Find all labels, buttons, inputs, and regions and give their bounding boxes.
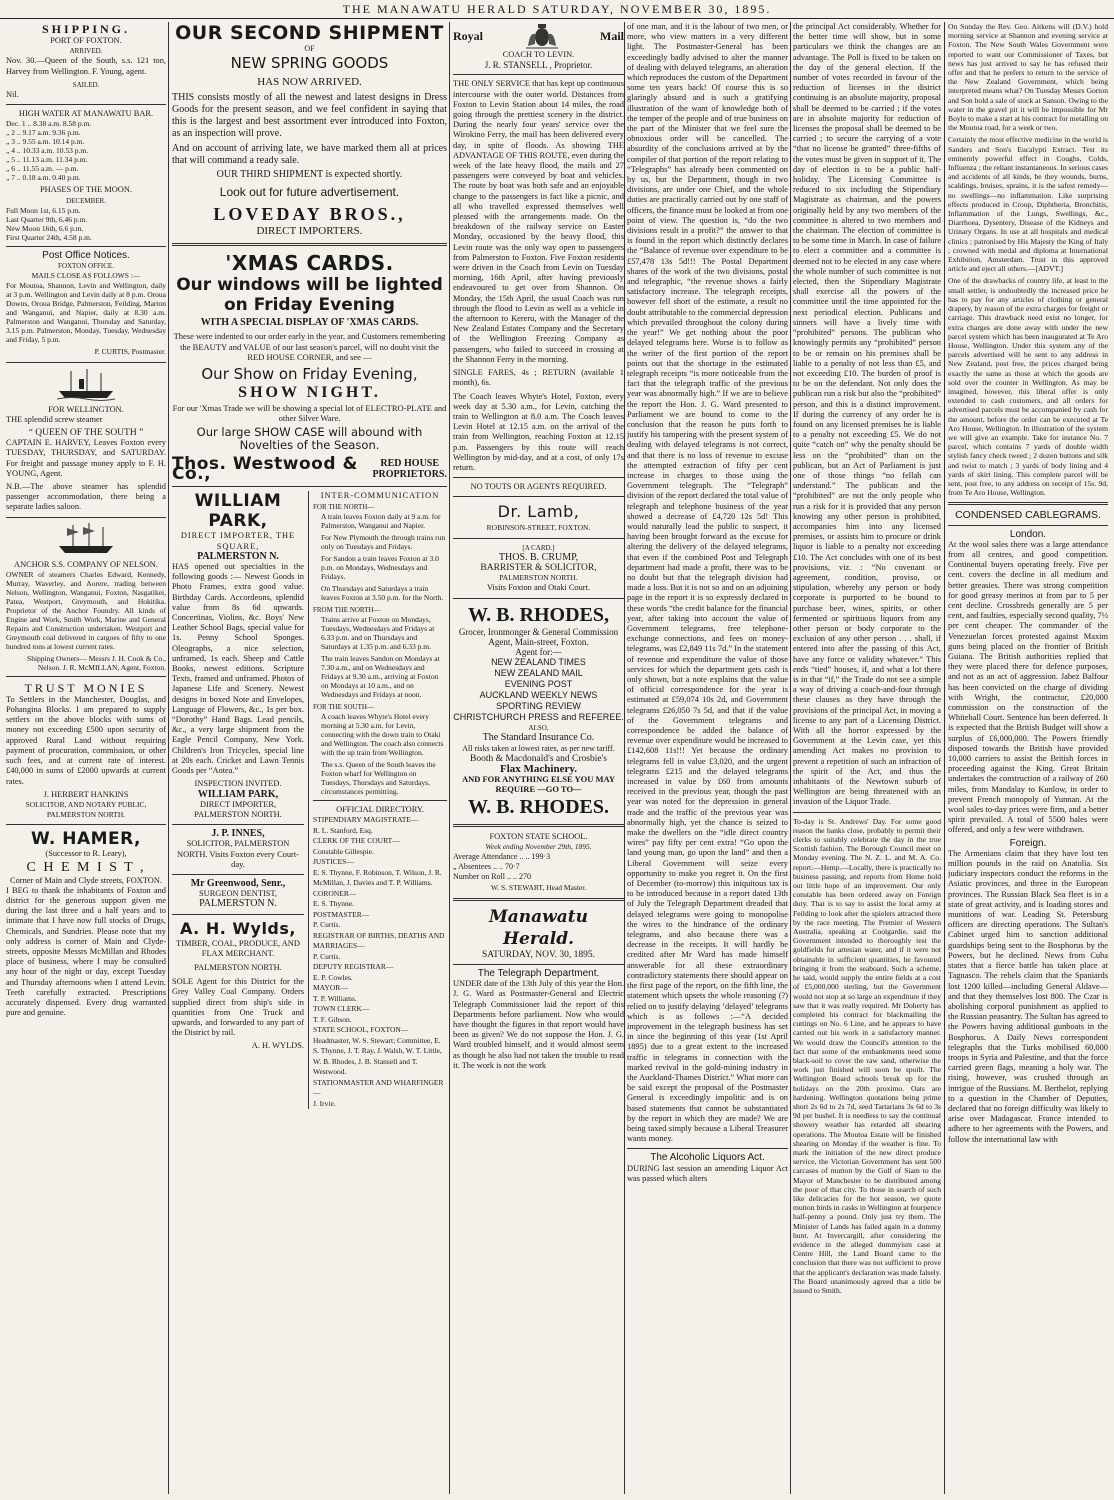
column-divider [624,22,625,1494]
xmas-trade-text: For our 'Xmas Trade we will be showing a special lot of ELECTRO-PLATE and other Silver Ware. [172,403,447,424]
school-week: Week ending November 29th, 1895. [485,841,592,851]
divider [453,477,624,478]
loveday-name: LOVEDAY BROS., [213,204,406,225]
divider [948,525,1108,526]
westwood-name: Thos. Westwood & Co., [172,454,358,485]
divider [453,74,624,75]
shipment-text: THIS consists mostly of all the newest and latest designs in Dress Goods for the present season, and we feel confident in saying that this is the largest and best assortment ever introduced into Foxton, as an inspection will prove. [172,92,447,140]
masthead [0,0,1114,19]
innes-name: J. P. INNES, [211,828,265,840]
shipping-heading: SHIPPING. [41,22,130,36]
directory-row: E. P. Cowles. [313,972,353,982]
card-label: [A CARD.] [522,543,555,552]
divider [172,243,447,246]
directory-row: Constable Gillespie. [313,846,374,856]
train-row: The train leaves Sandon on Mondays at 7.30 a.m., and on Wednesdays and Fridays at 9.30 a.m., arriving at Foxton on Mondays at 10 a.m., and on Wednesdays and Fridays at noon. [321,654,440,700]
for-wellington-heading: FOR WELLINGTON. [48,404,124,414]
park-name-2: WILLIAM PARK, [197,788,279,800]
booth-name: Booth & Macdonald's and Crosbie's [470,753,607,764]
lamb-name: Dr. Lamb, [497,502,580,522]
loveday-importers: DIRECT IMPORTERS. [256,225,363,238]
anchor-text: OWNER of steamers Charles Edward, Kennedy, Murray, Waverley, and Aorere, trading between Nelson, Wellington, Wanganui, Foxton, Nasgatikei, Patea, Westport, Greymouth, and Hokitika. Proprietor of the Anchor Foundry. All kinds of Engine and Work, Smith Work, Marine and General Repairs and Construction undertaken. Westport and Greymouth coal delivered in cargoes of fifty to one hundred tons at lowest current rates. [6,569,166,651]
indented-text: These were indented to our order early in the year, and Customers remembering the BEAUTY and VALUE of our last season's parcel, will no doubt visit the RED HOUSE CORNER, and see — [173,331,446,362]
rhodes-name: W. B. RHODES, [468,603,609,626]
column-divider [168,22,169,1494]
london-heading: London. [1009,528,1047,540]
sailed-heading: SAILED. [72,80,100,89]
park-sub-2: DIRECT IMPORTER, PALMERSTON NORTH. [194,799,282,819]
special-display: WITH A SPECIAL DISPLAY OF 'XMAS CARDS. [200,317,419,329]
anything-else: AND FOR ANYTHING ELSE YOU MAY REQUIRE —GO TO— [461,774,616,795]
high-water-row: „ 6 .. 11.55 a.m. — p.m. [6,164,79,174]
steamship-icon [57,522,115,556]
divider [453,496,624,497]
paper-name: NEW ZEALAND TIMES [491,657,586,668]
rhodes-name-2: W. B. RHODES. [468,795,609,818]
column-divider [449,22,450,1494]
moon-phase-row: Last Quarter 9th, 6.46 p.m. [6,214,88,224]
shipment-of: OF [304,44,315,53]
liquor-text: DURING last session an amending Liquor Act was passed which alters [627,1163,788,1183]
arrived-subheading: HAS NOW ARRIVED. [257,76,362,89]
divider [6,517,166,518]
telegraph-continued: of one man, and it is the labour of two men, or more, who view matters in a very different light. The Postmaster-General has been exceedingly badly advised to alter the manner of dealing with delayed telegrams, an alteration which reproduces the custom of the Department some ten years back! Of course this is so glaringly absurd and is such a gratifying illustration of the want of knowledge both of the temper of the people and of true business on the part of the Minister that we feel sure the obnoxious order will be cancelled. The absurdity of the conclusions arrived at by the compiler of that portion of the report relating to “Telegraphs” has already been commented on by us, but the Department, though in two divisions, are under one Chief, and the whole duties are practically carried out by one staff of officers, the finance must be looked at from one point of view. The question is, “do the two divisions result in a profit?” the answer to that is found in the report which distinctly declares the “Balance of revenue over expenditure to be £57,478 13s 5d!!! The Postal Department shares of the work of the two divisions, postal and telegraphic, “the revenue shows a fairly satisfactory increase. The telegraph receipts, however fell short of the estimate, a result no doubt attributable to the commercial depression which prevailed throughout the colony during the year!” We get nothing about the poor delayed telegrams here. Worse is to follow as the writer of the first portion of the report points out that the shortage in the estimated telegraph receipts “is more noticeable from the fact that the telegraph traffic of the previous year was abnormally high.” If we are to believe the report the Hon. J. G. Ward presented to Parliament we are bound to come to the conclusion that the reason he puts forth to justify his tampering with the present system of dealing with delayed telegrams is not correct, and that there is no loss of revenue to excuse the attempted extraction of fifty per cent increase in charges to those using the Government telegraph. The “Telegraph” division of the report declared the total value of telegraph and telephone business of the year showed a decrease of £4,720 12s 5d! This would naturally lead the public to suspect, it having been brought forward as the excuse for altering the delivery of the delayed telegrams, that even if the combined Post and Telegraph department had made a profit, there was to be no doubt but that the telegraph division had made a loss. But it is not so and on an adjoining page in the report it is so expressly declared in these words “the credit balance for the financial year, after taking into account the value of Government telegrams, free telephone-exchange connections, and fees on money-telegrams, was £2,849 11s 7d.” In the statement of revenue and expenditure the value of those services for which the department gets cash is only shown, but a note explains that the value of official correspondence for the year is estimated at £59,074 10s 2d, and Government telegrams £26,050 7s 5d, and that if the value of the Government telegrams and correspondence be added the balance of revenue over expenditure would be increased to £142,608 11s!!! Yet because the ordinary telegrams fell in value £3,020, and the urgent telegrams £215 and the delayed telegrams increased in value by £60 from amounts received in the previous year, though the past year was noted for the depression in general trade and the traffic of the previous year was abnormally high, yet the chance is seized to make the dwellers on the “idle direct country wires” pay fifty per cent extra! “Go upon the land young man, go upon the land” and then a Liberal Government will seize every opportunity to make you regret it. On the first of December (to-morrow) this iniquitous tax is to be introduced because in a report dated 13th of July the Telegraph Department dreaded that delayed telegrams were going to monopolise the wires to the hindrance of the ordinary telegrams, and also because there was a decrease in the receipts. It will hardly be credited after Mr Ward has made himself answerable for all these extraordinary contradictory statements there should appear on the first page of the report, on the fifth line, the statement which upsets the whole reasoning (?) relied on to justify delaying ‘delayed’ telegrams which is as follows :—“A decided improvement in the telegraph business has set in since the beginning of this year (1st April 1895) due to a great extent to the increased traffic in telegrams in connection with the marked revival in the gold-mining industry in the Auckland-Thames District.” What more can be said except the proposal of the Postmaster General is exceedingly impolitic and is on based statements that cannot be substantiated by the report in which they are made? We are being taxed simply because a Liberal Treasurer wants money. [627,22,788,1144]
high-water-row: „ 5 .. 11.13 a.m. 11.34 p.m. [6,155,88,165]
directory-row: E. S. Thynne, F. Robinson, T. Wilson, J. R. McMillan, J. Davies and T. P. Williams. [313,867,442,888]
moon-phase-row: First Quarter 24th, 4.58 p.m. [6,232,92,242]
directory-row: POSTMASTER— [313,909,370,919]
train-row: For Sandon a train leaves Foxton at 3.0 p.m. on Mondays, Wednesdays and Fridays. [321,553,439,581]
cablegrams-heading: CONDENSED CABLEGRAMS. [955,509,1101,522]
column-1 [6,22,166,1494]
divider [948,502,1108,505]
school-table [453,852,624,883]
park-text: HAS opened out specialties in the following goods :— Newest Goods in Photo Frames, extra good value. Birthday Cards. Accordeons, splendid value from 8s 6d upwards. Concertinas, Violins, &c. Boys' New Leather School Bags, special value for 1s. Penny School Sponges. Oleographs, a nice selection, unframed, 1s each. Sheep and Cattle Books, newest editions. Scripture Texts, framed and unframed. Photos of Japanese Life and Scenery. Newest designs in boxed Note and Envelopes, Language of Flowers, &c., 1s per box. “Dorothy” Hand Bags. Lead pencils, &c., a very large shipment from the Eagle Pencil Company, New York. Children's Iron Tricycles, special line at 20s each. Cricket and Lawn Tennis Goods per “Aotea.” [172,562,304,776]
school-sign: W. S. STEWART, Head Master. [490,882,587,892]
directory-row: T. P. Williams. [313,993,357,1003]
show-friday: Our Show on Friday Evening, [201,365,418,384]
directory-row: P. Curtis. [313,920,341,930]
train-row: A train leaves Foxton daily at 9 a.m. for Palmerston, Wanganui and Napier. [321,511,441,530]
telegraph-heading: The Telegraph Department. [477,968,600,979]
hamer-address: Corner of Main and Clyde streets, FOXTON. [10,875,162,885]
high-water-row: Dec. 1 .. 8.38 a.m. 8.58 p.m. [6,119,92,129]
sailed-text: Nil. [6,90,19,100]
postmaster-sign: P. CURTIS, Postmaster. [94,347,166,357]
london-text: At the wool sales there was a large attendance from all centres, and good competition. Continental buyers operating freely. Five per cent. covers the decline in all medium and better greasies. There was strong competition for good greasy merinos at from par to 5 per cent decline. Crossbreds generally are 5 per cent, and faulties, especially second quality, 7½ per cent cheaper. The commander of the Venezuelan forces protested against Maxim guns being placed on the frontier of British Guiana. The British authorities replied that they were placed there for defence purposes, and not as an act of aggression. Jabez Balfour has been convicted on the charge of dividing with Wright, the contractor, £20,000 commission on the construction of the Whitehall Court. Sentence has been deferred. It is expected that the British Budget will show a surplus of £6,000,000. The Powers friendly disposed towards the British have provided 10,000 carriers to assist the British forces in proceeding against the King. Great Britain undertakes the construction of a railway of 260 miles, from Mandalay to Kunlow, in order to prevent French monopoly of Yunnan. At the wool sales to-day prices were firm, and a better spirit prevailed. A total of 5500 bales were offered, and only a few were withdrawn. [948,539,1108,835]
third-shipment: OUR THIRD SHIPMENT is expected shortly. [216,169,403,181]
westwood-proprietors: RED HOUSE PROPRIETORS. [372,458,447,481]
anchor-heading: ANCHOR S.S. COMPANY OF NELSON. [14,559,158,569]
directory-row: JUSTICES— [313,857,354,867]
park-town: PALMERSTON N. [197,550,279,562]
port-heading: PORT OF FOXTON. [50,36,122,45]
telegraph-text: UNDER date of the 13th July of this year the Hon. J. G. Ward as Postmaster-General and Electric Telegraph Commissioner laid the report of this Departments before parliament. Now who would have thought the figures in that report would have been as given? We do not suppose the Hon. J. G. Ward troubled himself, and it would almost seem as though he also had not taken the trouble to read it. The work is not the work [453,979,624,1070]
divider [453,898,624,901]
train-row: For New Plymouth the through trains run only on Tuesdays and Fridays. [321,532,446,551]
moon-phase-row: Full Moon 1st, 6.15 p.m. [6,205,81,215]
directory-row: R. L. Stanford, Esq. [313,825,373,835]
high-water-row: „ 3 .. 9.55 a.m. 10.14 p.m. [6,137,85,147]
high-water-row: „ 2 .. 9.17 a.m. 9.36 p.m. [6,128,81,138]
high-water-heading: HIGH WATER AT MANAWATU BAR. [18,109,154,119]
arrived-heading: ARRIVED. [69,47,103,56]
moon-phase-row: New Moon 16th, 6.6 p.m. [6,223,84,233]
anchor-sign: Shipping Owners— Messrs J. H. Cook & Co., Nelson. J. R. McMILLAN, Agent, Foxton. [27,653,166,672]
wylds-sign: A. H. WYLDS. [251,1041,304,1051]
column-5 [793,22,941,1494]
directory-row: REGISTRAR OF BIRTHS, DEATHS AND MARRIAGES— [313,930,445,951]
dentist-heading: SURGEON DENTIST, [198,889,277,899]
divider [453,964,624,965]
crump-address: PALMERSTON NORTH. [499,573,578,583]
show-case-text: Our large SHOW CASE will abound with Novelties of the Season. [196,425,423,453]
for-south-heading: FOR THE SOUTH— [313,703,374,712]
directory-row: CLERK OF THE COURT— [313,836,400,846]
intercommunication-heading: INTER-COMMUNICATION [320,491,440,501]
crump-visits: Visits Foxton and Otaki Court. [486,583,591,593]
directory-row: STIPENDIARY MAGISTRATE— [313,815,419,825]
directory-row: P. Curtis. [313,951,341,961]
herald-date: SATURDAY, NOV. 30, 1895. [481,949,596,960]
divider [453,538,624,539]
column-6 [948,22,1108,1494]
herald-title: Manawatu Herald. [488,906,589,949]
directory-row: TOWN CLERK— [313,1004,370,1014]
divider [172,486,447,487]
insurance-name: The Standard Insurance Co. [482,732,595,744]
lookout-text: Look out for future advertisement. [219,185,400,200]
paper-name: SPORTING REVIEW [496,701,581,712]
divider [453,824,624,827]
park-sub: DIRECT IMPORTER, THE SQUARE, [180,531,296,551]
local-news: To-day is St. Andrews' Day. For some good reason the banks close, probably to permit their clerks to suitably celebrate the day in the true Scottish fashion. The Borough Council meet on Monday evening. The N. Z. L. and M. A. Co. report:—Hemp.—Locally, there is practically no business passing, and reports from Home hold out little hope of an improvement. Our only constable has been ordered away on Foreign duty. That is to say to assist the local army at Feilding to look after the spielers attracted there by the race meeting. The Premier of Western Australia, speaking at Coolgardie, said the Government intended to thoroughly test the goldfields for artesian water, and if it were not obtainable in sufficient quantities, he favoured bringing it from the seaboard. Such a scheme, he said, would supply the entire fields at a cost of £5,000,000 sterling, but the Government would not stop at so large an expenditure if they saw that it was really required. Mr Doherty has completed his contract for blackmailing the cuttings on No. 6 Line, and he appears to have carried out his work in a satisfactory manner. We would draw the Council's attention to the fact that some of the embankments need some black-soil to cover the raw sand, otherwise the work just finished will soon be spoilt. The Wellington Board schools break up for the holidays on the 20th proximo. Oats are hardening. Wellington quotations being prime short 2s 6d to 2s 7d, seed Tartarians 3s 6d to 3s 9d per bushel. It is needless to say the continual showery weather has retarded all shearing operations. The Moutoa Estate will be finished shearing on Monday if the weather is fine. To mark the initiation of the new direct produce service, the Victorian Government has sent 500 carcases of mutton by the Gulf of Siam to the Mayor of Manchester to be distributed among the poor of that city. To those in search of such like delicacies for the hot season, we quote mutton birds in casks in Wellington at fourpence half-penny a pound. Only just try them. The Minister of Lands has failed again in a dummy hunt. At Invercargill, after considering the evidence in the alleged dummyism case at Centre Hill, the Land Board came to the conclusion that there was not sufficient to prove that the applicant's declaration was made falsely. The Board unanimously agreed that a title be issued to Smith. [793,816,941,1295]
crump-sub: BARRISTER & SOLICITOR, [480,562,597,573]
mails-heading: MAILS CLOSE AS FOLLOWS :— [31,271,141,281]
shipment-text-2: And on account of arriving late, we have marked them all at prices that will command a ready sale. [172,143,447,167]
school-row: Average Attendance .. .. 199·3 [453,851,551,861]
stansell-name: J. R. STANSELL , Proprietor. [484,60,593,71]
xmas-cards-heading: 'XMAS CARDS. [225,251,394,276]
mail-label: Mail [600,28,624,43]
park-name: WILLIAM PARK, [194,491,282,532]
divider [6,104,166,105]
school-row: Number on Roll .. .. 270 [453,872,531,882]
innes-sub: SOLICITOR, PALMERSTON NORTH. Visits Foxton every Court-day. [177,839,299,869]
ship-name: “ QUEEN OF THE SOUTH ” [28,428,144,439]
masthead-title: THE MANAWATU HERALD SATURDAY, NOVEMBER 30, 1895. [342,2,772,16]
rhodes-sub: Grocer, Ironmonger & General Commission Agent, Main-street, Foxton. [458,626,619,647]
no-touts: NO TOUTS OR AGENTS REQUIRED. [470,482,607,492]
hankins-sub: SOLICITOR, AND NOTARY PUBLIC, PALMERSTON NORTH. [25,799,147,820]
coach-text-2: The Coach leaves Whyte's Hotel, Foxton, every week day at 5.30 a.m., for Levin, catching the train to Wellington at 8.0 a.m. The Coach leaves Levin Hotel at 12.15 a.m. on the arrival of the train from Wellington, reaching Foxton at 12.15 p.m. Passengers by this route will reach Wellington by mid-day, and at a cost, of only 17s return. [453,391,624,472]
directory-row: E. S. Thynne. [313,899,354,909]
moon-month: DECEMBER. [66,196,106,205]
inspection-invited: INSPECTION INVITED. [194,779,282,789]
trust-monies-text: To Settlers in the Manchester, Douglas, and Pohangina Blocks. I am prepared to supply settlers on the above blocks with sums of money not exceeding £500 upon security of approved Rural Land without requiring payment of procuration, commission, or other such fees, and at current rate of interest. £40,000 in sums of £2000 upwards at current rates. [6,694,166,786]
steamship-icon [57,367,115,401]
column-3 [453,22,624,1494]
divider [172,874,304,875]
wylds-name: A. H. Wylds, [180,918,296,938]
papers-list [453,657,624,723]
mails-text: For Moutoa, Shannon, Levin and Wellington, daily at 3 p.m. Wellington and Levin daily at 8 p.m. Oroua Downs, Oroua Bridge, Palmerston, Feilding, Marton and Wanganui, and Napier, daily at 8.30 a.m. Palmerston and Wanganui, Thursday and Saturday, 3.15 p.m. Palmerston, Monday, Tuesday, Wednesday and Friday, 5 p.m. [6,281,166,345]
official-directory-heading: OFFICIAL DIRECTORY. [336,805,424,815]
wylds-town: PALMERSTON NORTH. [194,962,282,972]
divider [313,800,447,801]
directory-row: STATE SCHOOL, FOXTON— [313,1025,409,1035]
divider [6,246,166,247]
column-2 [172,22,447,1494]
royal-label: Royal [453,28,483,43]
divider [627,1148,788,1149]
north-trains-list [313,512,447,602]
paper-name: NEW ZEALAND MAIL [494,668,583,679]
coach-heading: COACH TO LEVIN. [502,50,575,59]
local-notes: On Sunday the Rev. Geo. Aitkens will (D.V.) hold morning service at Shannon and evening service at Foxton. The New South Wales Government were reported to want our Commissioner of Taxes, but news has just arrived to say he has refused their offer and that he prefers to return to the service of the New Zealand Government, which being interpreted means what? On Tuesday Messrs Gorton and Son hold a sale of stock at Sanson. Owing to the water in the gravel pit it will be impossible for Mr Boyle to make a start at his contract for metalling on the Moutoa road, for a week or two. [948,22,1108,133]
paper-name: CHRISTCHURCH PRESS and REFEREE. [453,712,624,723]
foreign-heading: Foreign. [1009,837,1047,849]
insurance-sub: All risks taken at lowest rates, as per new tariff. [462,743,615,753]
directory-row: MAYOR— [313,983,348,993]
school-row: „ Absentees .. .. 70·7 [453,862,520,872]
hankins-name: J. HERBERT HANKINS [43,789,129,799]
agent-for: Agent for:— [515,646,562,657]
from-north-list [313,615,447,699]
greenwood-name: Mr Greenwood, Senr., [190,877,286,889]
divider [172,914,304,915]
spring-goods-heading: NEW SPRING GOODS [230,54,389,73]
divider [793,812,941,813]
column-divider [790,22,791,1494]
high-water-row: „ 7 .. 0.18 a.m. 0.40 p.m. [6,173,81,183]
post-office-heading: Post Office Notices. [42,249,130,261]
school-heading: FOXTON STATE SCHOOL. [489,831,588,841]
flax-heading: Flax Machinery. [500,762,577,775]
hamer-name: W. HAMER, [30,829,142,850]
royal-coat-of-arms-icon [522,22,562,50]
divider [453,598,624,599]
high-water-row: „ 4 .. 10.33 a.m. 10.53 p.m. [6,146,89,156]
high-water-table [6,119,166,182]
directory-row: Headmaster, W. S. Stewart; Committee, E. S. Thynne, J. T. Ray, J. Walsh, W. T. Little, W. B. Rhodes, J. B. Stansell and T. Westwood. [313,1035,442,1077]
te-aro-advert: One of the drawbacks of country life, at least to the small settler, is undoubtedly the increased price he has to pay for any articles of clothing or general drapery, by reason of the extra charges for freight or carriage. This drawback need exist no longer, for extra charges are done away with under the new parcel system which has been inaugurated at Te Aro House, Wellington. Under this system any of the parcels advertised will be sent to any address in New Zealand, post free, the prices charged being exactly the same as those at which the goods are sold over the counter in Wellington. As may be imagined, however, this liberal offer is only extended to cash customers, and all orders for advertised parcels must be accompanied by cash for the amount, before the order can be executed at Te Aro House, Wellington. In illustration of the system we will give an example. Take for instance No. 7 parcel, which contains 7 yards of double width stylish fancy check tweed ; 2 dozen buttons and silk and twist to match ; 3 yards of body lining and 4 yards of skirt lining. This complete parcel will be sent, post free, to any address on receipt of 15s. 9d, from Te Aro House, Wellington. [948,276,1108,498]
directory-row: STATIONMASTER AND WHARFINGER— [313,1077,444,1098]
liquor-continued: the principal Act considerably. Whether for the better time will show, but in some particulars we think the changes are an advantage. The Poll is fixed to be taken on the day of the general election. If the number of votes recorded in favour of the reduction of licenses in the district continuing is an absolute majority, proposal shall be deemed to be carried ; if the votes are in absolute majority for reduction of licenses the proposal shall be deemed to be carried ; to secure the carrying of a vote “that no license be granted” three-fifths of the votes must be given in support of it. The day of election is to be a public half-holiday. The Licensing Committee is reduced to six including the Stipendiary Magistrate as chairman, and the powers originally held by any two members of the committee is altered to two members and the chairman. The election of committee is to be some time in March. In case of failure to elect a committee and a committee is deemed not to be elected in any case where the whole number of such committee is not elected, then the Stipendiary Magistrate shall exercise all the powers of the committee until the time appointed for the next periodical election. Publicans and sinners will have a lively time with “prohibited” persons. The publican who knowingly permits any “prohibited” person to be or remain on his premises shall be liable to a penalty of not less than £5, and not exceeding £10. The burden of proof is to be on the defendant. Not only does the publican run a risk but also the “prohibited” person, and this is a distinct improvement. If during the currency of any order he is found on any licensed premises he is liable to a penalty not exceeding £5. We do not quite “catch on” why the penalty should be less on the “prohibited” than on the publican, but an Act of Parliament is just one of those things “no fellah can understand.” The publican and the “prohibited” are not the only people who run a risk for it is provided that any person knowing any other person is prohibited, accompanies him into any licensed premises, or assists him to procure or drink liquor is liable to a penalty not exceeding £10. The Act concludes with one of its best provisions, viz. : “No covenant or agreement, condition, proviso, or stipulation, whereby any person or body corporate is purported to be bound to purchase beer, wines, spirits, or other fermented or spirituous liquors from any other person or body corporate to the exclusion of any other person . . . shall, if entered into after the passing of this Act, have any force or validity whatever.” This ends “tied” houses, if, and what a lot there is in that “if,” the Trade do not see a simple a way of driving a coach-and-four through these clauses as they have through the provisions of the principal Act, in moving a license to any part of a Licensing District. With all the horror expressed by the Government at the Levin case, yet this amending Act makes no provision to prevent a repetition of such an infraction of the spirit of the Act, and thus the inhabitants of the Newtown suburb of Wellington are being threatened with an invasion of the Liquor Trade. [793,22,941,807]
south-list [313,712,447,796]
hamer-text: I BEG to thank the inhabitants of Foxton and district for the generous support given me during the last three and a half years and to intimate that I have now full stocks of Drugs, Chemicals, and Sundries. Please note that my only address is corner of Main and Clyde-streets, opposite Messrs McMillan and Rhodes place of business, where I may be consulted any hour of the night or day, except Tuesday and Thursday afternoons when I attend Levin. Teeth carefully extracted. Prescriptions accurately dispensed. Every drug warranted pure and genuine. [6,885,166,1018]
from-north-heading: FROM THE NORTH— [313,605,381,614]
greenwood-town: PALMERSTON N. [199,898,277,910]
for-wellington-text: CAPTAIN E. HARVEY, Leaves Foxton every TUESDAY, THURSDAY, and SATURDAY. For freight and passage money apply to F. H. YOUNG, Agent. [6,438,166,478]
divider [172,824,304,825]
train-row: On Thursdays and Saturdays a train leaves Foxton at 3.50 p.m. for the North. [321,583,444,602]
wylds-text: SOLE Agent for this District for the Grey Valley Coal Company. Orders supplied direct from ship's side in quantities from One Truck and upwards, and forwarded to any part of the District by rail. [172,977,304,1038]
directory-row: T. F. Gibson. [313,1014,352,1024]
for-wellington-note: N.B.—The above steamer has splendid passenger accommodation, there being a separate ladies saloon. [6,482,166,512]
moon-heading: PHASES OF THE MOON. [40,185,132,195]
directory-row: DEPUTY REGISTRAR— [313,962,394,972]
column-divider [944,22,945,1494]
lamb-address: ROBINSON-STREET, FOXTON. [486,523,591,533]
coach-row: A coach leaves Whyte's Hotel every morning at 5.30 a.m. for Levin, connecting with the down train to Otaki and Wellington. The coach also connects with the up train from Wellington. [321,712,444,758]
trust-monies-heading: TRUST MONIES [24,680,148,695]
coach-fares: SINGLE FARES, 4s ; RETURN (available 1 month), 6s. [453,368,624,388]
eucalypti-advert: Certainly the most effective medicine in the world is Sanders and Son's Eucalypti Extract. Test its eminently powerful effect in Coughs, Colds, Influenza ; the reliant instantaneous. In serious cases and accidents of all kinds, be they wounds, burns, scaldings, bruises, sprains, it is the safest remedy—no swellings—no inflammation. Like surprising effects produced in Croup, Diphtheria, Bronchitis, Inflammation of the Lungs, Swellings, &c., Diarrhoea, Dysentery, Disease of the Kidneys and Urinary Organs. In use at all hospitals and medical clinics ; patronised by His Majesty the King of Italy ; crowned with medal and diploma at International Exhibition, Amsterdam. Trust in this approved article and eject all others.—[ADVT.] [948,135,1108,274]
windows-heading: Our windows will be lighted on Friday Evening [176,275,443,316]
column-4 [627,22,788,1494]
directory-list [313,815,447,1109]
divider [6,676,166,677]
crump-name: THOS. B. CRUMP, [498,551,579,563]
for-wellington-intro: THE splendid screw steamer [6,414,103,424]
also-label: ALSO, [528,724,549,733]
show-night: SHOW NIGHT. [238,384,381,402]
train-row: Trains arrive at Foxton on Mondays, Tuesdays, Wednesdays and Fridays at 6.33 p.m. and on Thursdays and Saturdays at 1.35 p.m. and 6.33 p.m. [321,615,435,652]
paper-name: AUCKLAND WEEKLY NEWS [479,690,598,701]
divider [6,362,166,363]
directory-row: J. Irvie. [313,1098,336,1108]
for-north-heading: FOR THE NORTH— [313,502,375,511]
arrived-text: Nov. 30.—Queen of the South, s.s. 121 ton, Harvey from Wellington. F. Young, agent. [6,56,166,76]
chemist-heading: C H E M I S T , [26,859,146,875]
coach-row: The s.s. Queen of the South leaves the Foxton wharf for Wellington on Tuesdays, Thursdays and Saturdays, circumstances permitting. [321,760,436,797]
post-office-sub: FOXTON OFFICE. [58,262,114,271]
directory-row: CORONER— [313,888,357,898]
divider [6,824,166,825]
shipment-heading: OUR SECOND SHIPMENT [175,22,444,44]
foreign-text: The Armenians claim that they have lost ten million pounds in the raid on Anatolia. Six judiciary inspectors conduct the reforms in the Asiatic provinces, and three in the European provinces. The Russian Black Sea fleet is in a state of great activity, and is loading stores and munitions of war. Leading St. Petersburg officers are directing operations. The Sultan's Cabinet urged him to sanction additional guardships being sent to the Bosphorus by the Powers, but he declined. News from Cuba states that a fierce battle has taken place at Tagnasco. The rebels claim that the Spaniards lost 1200 killed—including General Aldave—and that they themselves lost 800. The Czar is abolishing corporal punishment as applied to the Russian peasantry. The Sultan has agreed to the Powers having additional gunboats in the Bosphorus. A Daily News correspondent telegraphs that the Turks mobilised 60,000 troops in Syria and Palestine, and that the force carried green flags, meaning a holy war. The rising, however, was crushed through an intrigue of the Russians. M. Berthelot, replying to a question in the Chamber of Deputies, declared that no foreign difficulty was likely to arise over Madagascar. France intended to adhere to her agreements with the Powers, and follow the international law with [948,848,1108,1144]
hamer-sub: (Successor to R. Leary), [45,849,127,859]
coach-text: THE ONLY SERVICE that has kept up continuous intercourse with the outer world. Distances from Foxton to Levin Station about 14 miles, the road going through the prettiest scenery in the district. During the nearly four years' service over the Wirokino Ferry, the mail has been delivered every day, in spite of floods. As showing THE ADVANTAGE OF THIS ROUTE, even during the week of the late heavy flood, the mails and 27 passengers were conveyed by boat and vehicles. The route by boat was both safe and an enjoyable change to the passengers in fact like a picnic, and all who travelled expressed themselves well pleased with the arrangements made. On the breakdown of the railway service on Easter Monday, occasioned by the heavy flood, this Levin route was the only way open to passengers from Palmerston to Foxton. Five Foxton residents were driven in the Coach from Levin on Tuesday morning, 16th April, after having previously endeavoured to get over from Shannon. On Monday, the 15th April, the usual Coach was run through the flood to Levin as well as a vehicle in the afternoon to Kereru, with the Manager of the New Zealand Estates Company and the Secretary of the Wellington Freezing Company as passengers, who failed to succeed in crossing at the Shannon Ferry in the morning. [453,79,624,364]
moon-table [6,206,166,242]
wylds-sub: TIMBER, COAL, PRODUCE, AND FLAX MERCHANT. [176,938,300,958]
liquor-heading: The Alcoholic Liquors Act. [650,1152,765,1164]
paper-name: EVENING POST [504,679,573,690]
